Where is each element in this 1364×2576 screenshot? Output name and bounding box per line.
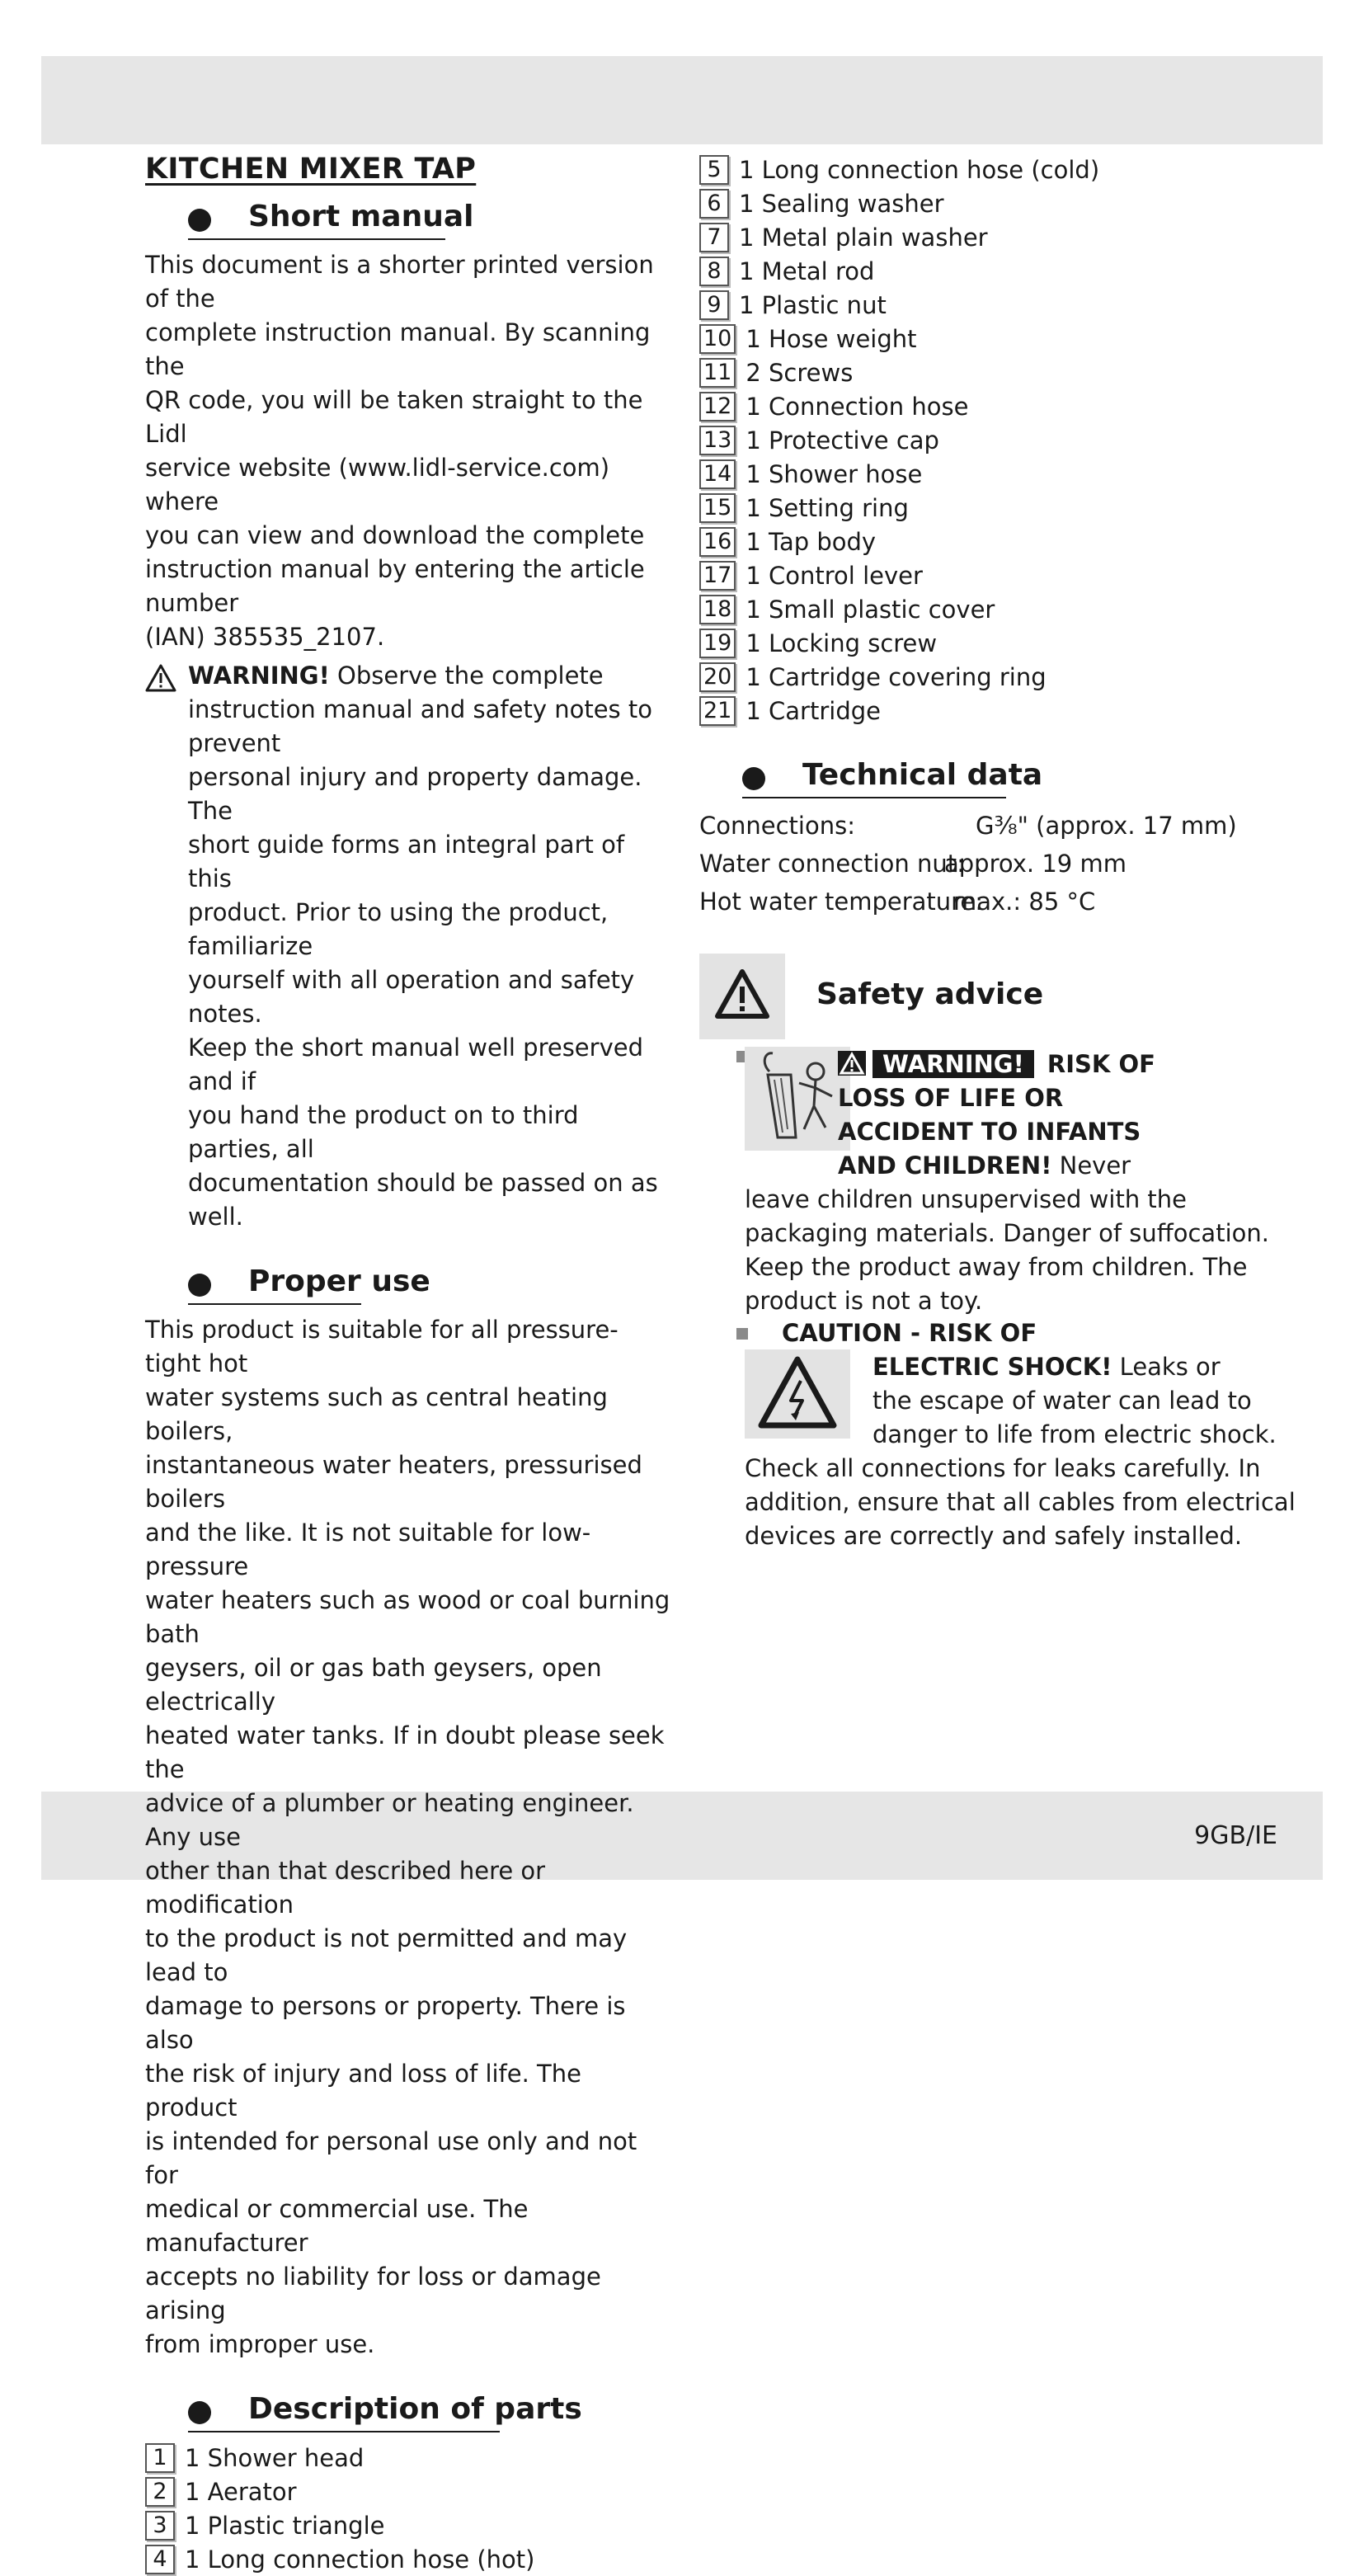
risk-text: ACCIDENT TO INFANTS (838, 1118, 1141, 1146)
text-line: water heaters such as wood or coal burning bath (145, 1586, 670, 1648)
text-line: damage to persons or property. There is also (145, 1992, 626, 2054)
text-line: is intended for personal use only and not for (145, 2127, 637, 2189)
warning-triangle-icon (145, 664, 176, 692)
heading-underline (188, 1303, 361, 1305)
text-line: packaging materials. Danger of suffocation. (745, 1219, 1269, 1247)
text-line: the escape of water can lead to (872, 1387, 1252, 1415)
text-line: personal injury and property damage. The (188, 763, 642, 825)
text-line: advice of a plumber or heating engineer. Any use (145, 1789, 634, 1851)
part-number: 19 (699, 629, 736, 658)
proper-use-heading-text: Proper use (248, 1264, 430, 1298)
technical-data-heading-text: Technical data (802, 758, 1043, 792)
list-item (699, 694, 1227, 728)
part-number: 5 (699, 155, 729, 185)
list-item (699, 525, 1227, 558)
text-line: Observe the complete (329, 662, 604, 690)
part-label: 1 Sealing washer (739, 189, 944, 218)
heading-underline (188, 238, 445, 240)
part-number: 13 (699, 426, 736, 455)
part-label: 1 Metal plain washer (739, 223, 988, 252)
header-band (41, 56, 1323, 144)
left-column (145, 153, 673, 2576)
list-item (145, 2475, 673, 2508)
bullet-dot-icon (188, 209, 211, 232)
text-line: (IAN) 385535_2107. (145, 623, 385, 651)
part-label: 1 Tap body (745, 527, 877, 556)
list-item (699, 186, 1227, 220)
text-line: documentation should be passed on as well. (188, 1169, 658, 1231)
proper-use-heading (145, 1262, 673, 1305)
part-label: 1 Hose weight (745, 324, 917, 353)
text-line: accepts no liability for loss or damage arising (145, 2263, 601, 2324)
list-item (699, 626, 1227, 660)
part-label: 1 Metal rod (739, 257, 875, 285)
warning-triangle-icon (838, 1051, 866, 1076)
text-line: devices are correctly and safely installed. (745, 1522, 1243, 1550)
parts-heading (145, 2390, 673, 2432)
part-number: 4 (145, 2545, 175, 2574)
child-warning-line (838, 1149, 1131, 1183)
part-label: 1 Plastic triangle (185, 2511, 385, 2540)
text-line: Never (1051, 1151, 1131, 1180)
part-number: 12 (699, 392, 736, 421)
part-number: 20 (699, 662, 736, 692)
parts-list (145, 2441, 673, 2576)
text-line: geysers, oil or gas bath geysers, open electrically (145, 1654, 602, 1716)
list-item (699, 356, 1227, 389)
list-item (699, 491, 1227, 525)
right-column (699, 153, 1296, 1550)
part-label: 1 Aerator (185, 2477, 297, 2506)
part-number: 18 (699, 595, 736, 624)
text-line: short guide forms an integral part of this (188, 831, 625, 892)
tech-row-nut (699, 845, 1227, 883)
part-label: 1 Shower hose (745, 459, 923, 488)
text-line: heated water tanks. If in doubt please seek the (145, 1721, 665, 1783)
text-line: yourself with all operation and safety notes. (188, 966, 635, 1028)
proper-use-paragraph (145, 1313, 673, 2362)
text-line: Leaks or (1112, 1353, 1221, 1381)
text-line: medical or commercial use. The manufacturer (145, 2195, 529, 2257)
part-label: 1 Shower head (185, 2443, 365, 2472)
text-line: Check all connections for leaks carefully. In (745, 1454, 1261, 1482)
text-line: from improper use. (145, 2330, 375, 2358)
list-item (699, 288, 1227, 322)
text-line: Keep the product away from children. The (745, 1253, 1248, 1281)
electric-shock-icon (745, 1349, 850, 1439)
safety-advice-heading (699, 954, 1227, 1044)
list-item (699, 389, 1227, 423)
part-label: 1 Control lever (745, 561, 923, 590)
part-number: 2 (145, 2477, 175, 2507)
child-safety-illustration (745, 1047, 850, 1151)
part-label: 1 Plastic nut (739, 290, 887, 319)
list-item (699, 558, 1227, 592)
part-label: 1 Setting ring (745, 493, 909, 522)
text-line: instruction manual by entering the article number (145, 555, 645, 617)
tech-value: approx. 19 mm (944, 850, 1126, 878)
list-item (699, 254, 1227, 288)
part-label: 1 Cartridge (745, 696, 881, 725)
tech-row-connections (699, 807, 1237, 845)
text-line: This product is suitable for all pressure-tight hot (145, 1316, 619, 1377)
text-line: the risk of injury and loss of life. The product (145, 2060, 581, 2122)
short-manual-paragraph (145, 248, 673, 654)
list-item (699, 220, 1227, 254)
risk-text: LOSS OF LIFE OR (838, 1084, 1064, 1112)
list-item (699, 660, 1227, 694)
list-item (699, 457, 1227, 491)
part-label: 1 Connection hose (745, 392, 969, 421)
text-line: Keep the short manual well preserved and if (188, 1034, 643, 1095)
part-label: 2 Screws (745, 358, 854, 387)
list-item (145, 2441, 673, 2475)
text-line: service website (www.lidl-service.com) where (145, 454, 610, 516)
warning-note (145, 659, 673, 1234)
parts-list-continued (699, 153, 1227, 728)
part-label: 1 Long connection hose (hot) (185, 2545, 535, 2574)
warning-label: WARNING! (188, 662, 330, 690)
part-number: 17 (699, 561, 736, 591)
tech-label: Hot water temperature: (699, 888, 984, 916)
document-title: KITCHEN MIXER TAP (145, 153, 477, 186)
child-warning-line (838, 1048, 1155, 1081)
part-number: 10 (699, 324, 736, 354)
part-number: 8 (699, 257, 729, 286)
text-line: product is not a toy. (745, 1287, 983, 1315)
part-number: 6 (699, 189, 729, 219)
list-item (699, 423, 1227, 457)
electric-warning-line (872, 1350, 1221, 1384)
tech-label: Water connection nut: (699, 850, 965, 878)
part-number: 21 (699, 696, 736, 726)
part-label: 1 Locking screw (745, 629, 938, 657)
text-line: QR code, you will be taken straight to the Lidl (145, 386, 643, 448)
text-line: instruction manual and safety notes to prevent (188, 695, 652, 757)
text-line: and the like. It is not suitable for low-pressure (145, 1519, 591, 1580)
short-manual-heading (145, 197, 673, 240)
safety-advice-body (699, 1044, 1296, 1550)
tech-label: Connections: (699, 812, 855, 840)
part-number: 3 (145, 2511, 175, 2541)
warning-label: WARNING! (872, 1050, 1034, 1078)
list-item (699, 592, 1227, 626)
short-manual-heading-text: Short manual (248, 200, 474, 233)
text-line: product. Prior to using the product, familiarize (188, 898, 609, 960)
parts-heading-text: Description of parts (248, 2392, 582, 2426)
part-number: 9 (699, 290, 729, 320)
bullet-dot-icon (188, 2401, 211, 2424)
list-item (145, 2508, 673, 2542)
text-line: to the product is not permitted and may lead to (145, 1924, 628, 1986)
text-line: you hand the product on to third parties, all (188, 1101, 579, 1163)
tech-row-temperature (699, 883, 1227, 921)
technical-data-heading (699, 756, 1227, 798)
warning-triangle-icon (699, 954, 785, 1039)
part-number: 7 (699, 223, 729, 252)
caution-text: CAUTION - RISK OF (782, 1319, 1037, 1347)
tech-value: max.: 85 °C (953, 888, 1096, 916)
text-line: you can view and download the complete (145, 521, 645, 549)
part-number: 11 (699, 358, 736, 388)
safety-advice-heading-text: Safety advice (816, 977, 1044, 1011)
text-line: complete instruction manual. By scanning the (145, 318, 651, 380)
safety-icon-box (699, 954, 785, 1039)
text-line: instantaneous water heaters, pressurised boilers (145, 1451, 642, 1513)
heading-underline (742, 797, 1006, 798)
bullet-dot-icon (742, 767, 765, 790)
part-label: 1 Cartridge covering ring (745, 662, 1047, 691)
list-item (699, 322, 1227, 356)
list-item (699, 153, 1227, 186)
part-number: 1 (145, 2443, 175, 2473)
text-line: water systems such as central heating boilers, (145, 1383, 608, 1445)
text-line: This document is a shorter printed version of the (145, 251, 654, 313)
part-number: 15 (699, 493, 736, 523)
risk-text: ELECTRIC SHOCK! (872, 1353, 1112, 1381)
text-line: danger to life from electric shock. (872, 1420, 1277, 1448)
part-number: 14 (699, 459, 736, 489)
bullet-dot-icon (188, 1274, 211, 1297)
risk-text: AND CHILDREN! (838, 1151, 1052, 1180)
part-label: 1 Small plastic cover (745, 595, 995, 624)
part-number: 16 (699, 527, 736, 557)
electric-shock-illustration (745, 1349, 850, 1439)
text-line: leave children unsupervised with the (745, 1185, 1188, 1213)
heading-underline (188, 2431, 500, 2432)
tech-value: G⅜" (approx. 17 mm) (976, 812, 1237, 840)
page-number: 9GB/IE (1194, 1821, 1277, 1850)
part-label: 1 Protective cap (745, 426, 939, 454)
child-and-packaging-icon (745, 1047, 850, 1151)
text-line: addition, ensure that all cables from electrical (745, 1488, 1296, 1516)
risk-text: RISK OF (1038, 1050, 1155, 1078)
bullet-square-icon (736, 1328, 748, 1340)
text-line: other than that described here or modification (145, 1857, 546, 1919)
part-label: 1 Long connection hose (cold) (739, 155, 1100, 184)
list-item (145, 2542, 673, 2576)
